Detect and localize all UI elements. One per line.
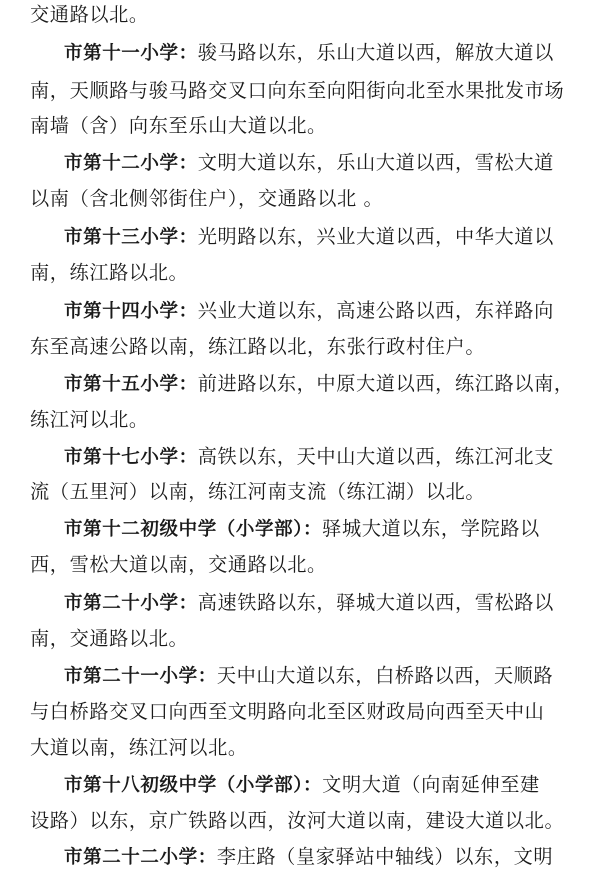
text-line <box>30 407 149 434</box>
text-line <box>30 626 188 653</box>
text-line <box>30 113 327 140</box>
text-line <box>30 186 383 213</box>
district-text: 李庄路（皇家驿站中轴线）以东，文明 <box>216 845 554 868</box>
text-line <box>64 844 553 871</box>
district-text: 高铁以东，天中山大道以西，练江河北支 <box>197 445 554 468</box>
district-text: 前进路以东，中原大道以西，练江路以南， <box>197 372 574 395</box>
district-text: 驿城大道以东，学院路以 <box>322 517 540 540</box>
district-text: 天中山大道以东，白桥路以西，天顺路 <box>216 664 554 687</box>
district-text: 设路）以东，京广铁路以西，汝河大道以南，建设大道以北。 <box>30 809 565 832</box>
text-line <box>30 735 248 762</box>
text-line <box>64 590 554 617</box>
text-line <box>30 78 564 105</box>
school-name: 市第十三小学： <box>64 227 198 248</box>
district-text: 高速铁路以东，驿城大道以西，雪松路以 <box>197 591 554 614</box>
school-name: 市第十二小学： <box>64 153 198 174</box>
district-text: 与白桥路交叉口向西至文明路向北至区财政局向西至天中山 <box>30 700 545 723</box>
district-text: 南，练江路以北。 <box>30 261 189 284</box>
text-line <box>64 772 540 799</box>
school-name: 市第十五小学： <box>64 374 198 395</box>
school-name: 市第二十一小学： <box>64 666 217 687</box>
district-text: 练江河以北。 <box>30 408 149 431</box>
text-line <box>30 334 485 361</box>
school-name: 市第二十二小学： <box>64 847 217 868</box>
district-text: 西，雪松大道以南，交通路以北。 <box>30 553 327 576</box>
district-text: 文明大道以东，乐山大道以西，雪松大道 <box>197 151 554 174</box>
school-name: 市第二十小学： <box>64 593 198 614</box>
district-text: 交通路以北。 <box>30 3 149 26</box>
text-line <box>30 260 188 287</box>
district-text: 大道以南，练江河以北。 <box>30 736 248 759</box>
text-line <box>30 699 544 726</box>
school-name: 市第十一小学： <box>64 43 198 64</box>
text-line <box>30 2 149 29</box>
district-text: 文明大道（向南延伸至建 <box>322 773 540 796</box>
district-text: 东至高速公路以南，练江路以北，东张行政村住户。 <box>30 335 486 358</box>
text-line <box>64 371 574 398</box>
district-text: 流（五里河）以南，练江河南支流（练江湖）以北。 <box>30 480 486 503</box>
text-line <box>64 516 540 543</box>
district-text: 骏马路以东，乐山大道以西，解放大道以 <box>197 41 554 64</box>
district-text: 南，交通路以北。 <box>30 627 189 650</box>
text-line <box>64 663 553 690</box>
text-line <box>64 444 554 471</box>
district-text: 南，天顺路与骏马路交叉口向东至向阳街向北至水果批发市场 <box>30 79 565 102</box>
school-name: 市第十七小学： <box>64 447 198 468</box>
school-name: 市第十二初级中学（小学部）： <box>64 519 323 540</box>
text-line <box>64 150 554 177</box>
text-line <box>30 808 564 835</box>
text-line <box>30 552 327 579</box>
text-line <box>30 479 485 506</box>
district-text: 南墙（含）向东至乐山大道以北。 <box>30 114 327 137</box>
district-text: 兴业大道以东，高速公路以西，东祥路向 <box>197 299 554 322</box>
text-line <box>64 40 554 67</box>
district-text: 光明路以东，兴业大道以西，中华大道以 <box>197 225 554 248</box>
text-line <box>64 224 554 251</box>
school-name: 市第十四小学： <box>64 301 198 322</box>
text-line <box>64 298 554 325</box>
district-text: 以南（含北侧邻街住户），交通路以北 。 <box>30 187 384 210</box>
school-name: 市第十八初级中学（小学部）： <box>64 775 323 796</box>
